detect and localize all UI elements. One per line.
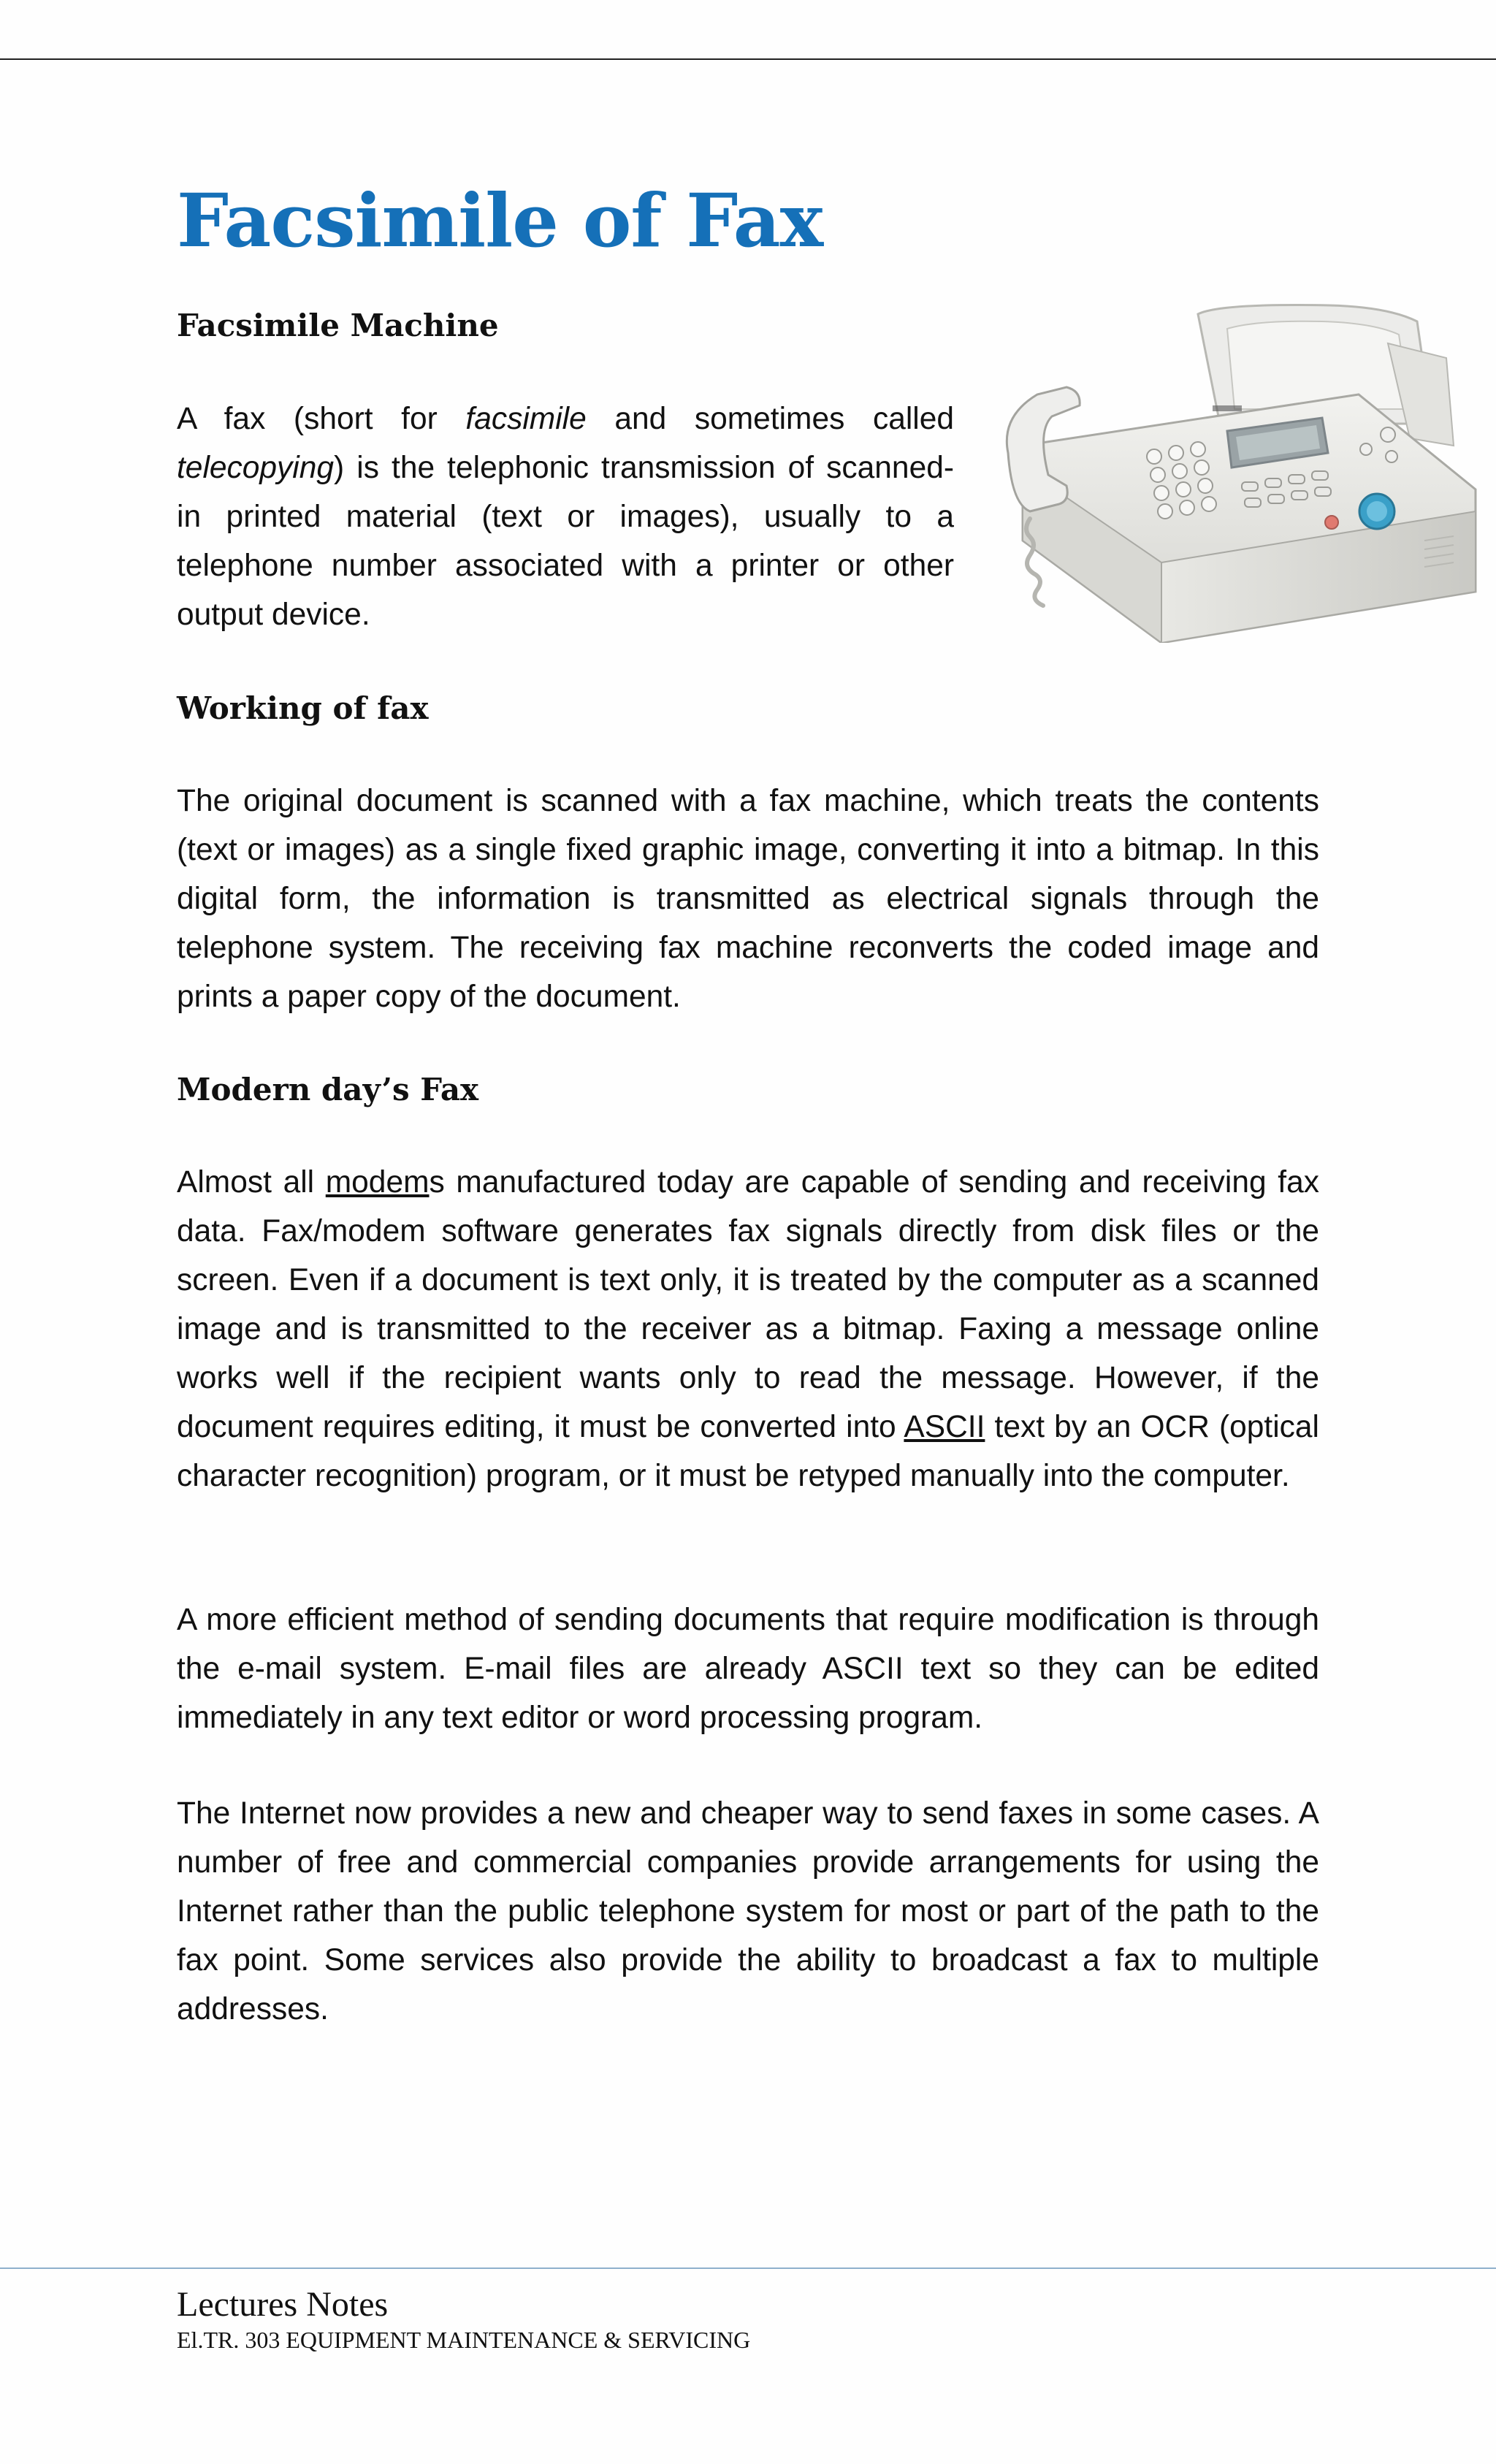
footer-title: Lectures Notes [177, 2285, 389, 2324]
text-span: s manufactured today are capable of sending and receiving fax data. Fax/modem software generates fax signals directly from disk files or the screen. Even if a document is text only, it is treated by the computer as a scanned image and is transmitted to the receiver as a bitmap. Faxing a message online works well if the recipient wants only to read the message. However, if the document requires editing, it must be converted into [177, 1165, 1319, 1444]
top-rule [0, 58, 1496, 60]
page-title: Facsimile of Fax [177, 178, 823, 264]
link-modem[interactable]: modem [325, 1165, 430, 1199]
footer-rule [0, 2267, 1496, 2269]
heading-working-of-fax: Working of fax [177, 690, 429, 726]
paragraph-fax-definition [177, 394, 954, 639]
heading-modern-fax: Modern day’s Fax [177, 1072, 479, 1107]
footer-subtitle: El.TR. 303 EQUIPMENT MAINTENANCE & SERVICING [177, 2327, 751, 2353]
term-facsimile: facsimile [465, 402, 587, 436]
text-span: and sometimes called [586, 402, 954, 436]
paragraph-modern-fax-1 [177, 1158, 1319, 1500]
text-span: A fax (short for [177, 402, 466, 436]
text-span: ) is the telephonic transmission of scanned-in printed material (text or images), usually to a telephone number associated with a printer or other output device. [177, 451, 954, 632]
paragraph-working-of-fax: The original document is scanned with a fax machine, which treats the contents (text or images) as a single fixed graphic image, converting it into a bitmap. In this digital form, the information is transmitted as electrical signals through the telephone system. The receiving fax machine reconverts the coded image and prints a paper copy of the document. [177, 784, 1319, 1014]
fax-machine-icon [979, 300, 1481, 643]
link-ascii[interactable]: ASCII [904, 1410, 985, 1444]
heading-facsimile-machine: Facsimile Machine [177, 308, 499, 343]
paragraph-modern-fax-3: The Internet now provides a new and cheaper way to send faxes in some cases. A number of free and commercial companies provide arrangements for using the Internet rather than the public telephone system for most or part of the path to the fax point. Some services also provide the ability to broadcast a fax to multiple addresses. [177, 1796, 1319, 2026]
text-span: text by an OCR (optical character recognition) program, or it must be retyped manually into the computer. [177, 1410, 1319, 1493]
paragraph-modern-fax-2: A more efficient method of sending documents that require modification is through the e-mail system. E-mail files are already ASCII text so they can be edited immediately in any text editor or word processing program. [177, 1603, 1319, 1735]
text-span: Almost all [177, 1165, 326, 1199]
term-telecopying: telecopying [177, 451, 335, 485]
